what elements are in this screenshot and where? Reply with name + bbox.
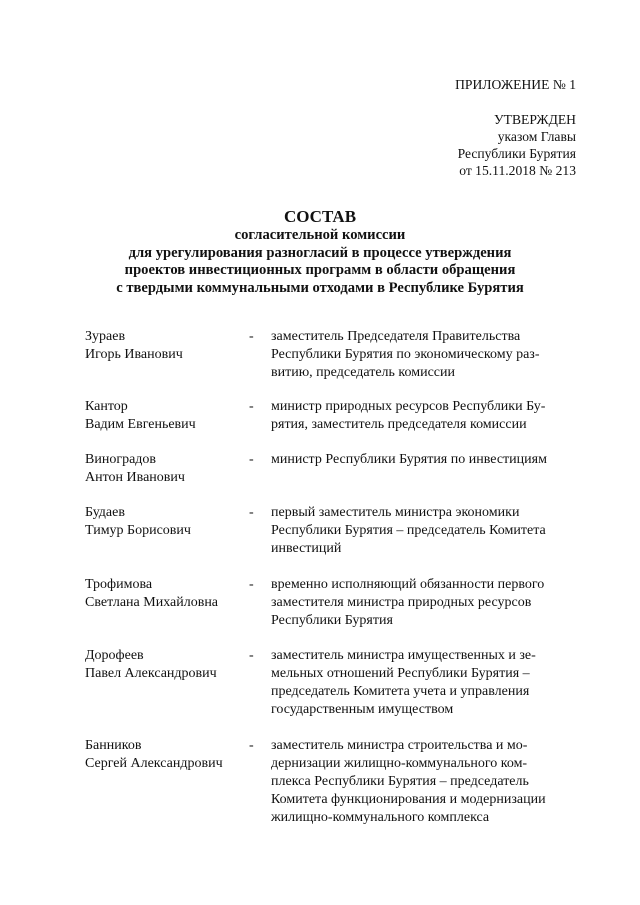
- dash-separator: -: [249, 738, 254, 753]
- role-line: Республики Бурятия по экономическому раз-: [271, 347, 540, 362]
- dash-separator: -: [249, 648, 254, 663]
- role-line: заместителя министра природных ресурсов: [271, 595, 532, 610]
- member-surname: Зураев: [85, 329, 126, 344]
- member-entry: [85, 504, 577, 576]
- member-entry: [85, 398, 577, 451]
- member-entry: [85, 576, 577, 647]
- member-name: [85, 647, 255, 683]
- title-line: согласительной комиссии: [234, 227, 406, 243]
- role-line: первый заместитель министра экономики: [271, 505, 520, 520]
- document-title: [64, 206, 576, 297]
- role-line: мельных отношений Республики Бурятия –: [271, 666, 530, 681]
- role-line: Республики Бурятия: [271, 613, 393, 628]
- member-entry: [85, 451, 577, 504]
- member-given-name: Павел Александрович: [85, 666, 217, 681]
- dash-separator: -: [249, 329, 254, 344]
- decree-label: указом Главы: [497, 129, 576, 144]
- member-surname: Виноградов: [85, 452, 157, 467]
- approved-label: УТВЕРЖДЕН: [494, 112, 576, 127]
- member-given-name: Антон Иванович: [85, 470, 185, 485]
- role-line: заместитель министра строительства и мо-: [271, 738, 528, 753]
- approval-stamp: [458, 111, 576, 179]
- member-given-name: Вадим Евгеньевич: [85, 417, 196, 432]
- member-given-name: Игорь Иванович: [85, 347, 183, 362]
- member-role: [271, 451, 577, 469]
- member-surname: Кантор: [85, 399, 128, 414]
- member-role: [271, 328, 577, 382]
- dash-separator: -: [249, 399, 254, 414]
- role-line: государственным имуществом: [271, 702, 454, 717]
- title-main: СОСТАВ: [283, 207, 357, 226]
- role-line: министр Республики Бурятия по инвестициям: [271, 452, 547, 467]
- member-role: [271, 398, 577, 434]
- title-line: проектов инвестиционных программ в области обращения: [124, 262, 516, 278]
- member-role: [271, 576, 577, 630]
- member-role: [271, 504, 577, 558]
- member-name: [85, 504, 255, 540]
- member-entry: [85, 737, 577, 832]
- member-name: [85, 451, 255, 487]
- role-line: Комитета функционирования и модернизации: [271, 792, 546, 807]
- member-name: [85, 398, 255, 434]
- member-given-name: Тимур Борисович: [85, 523, 191, 538]
- member-surname: Банников: [85, 738, 142, 753]
- role-line: заместитель Председателя Правительства: [271, 329, 521, 344]
- role-line: плекса Республики Бурятия – председатель: [271, 774, 529, 789]
- decree-date-number: от 15.11.2018 № 213: [459, 163, 576, 178]
- role-line: витию, председатель комиссии: [271, 365, 455, 380]
- role-line: временно исполняющий обязанности первого: [271, 577, 545, 592]
- appendix-label: [455, 76, 576, 93]
- member-surname: Трофимова: [85, 577, 153, 592]
- member-entry: [85, 647, 577, 737]
- member-given-name: Светлана Михайловна: [85, 595, 219, 610]
- member-entry: [85, 328, 577, 398]
- appendix-number: ПРИЛОЖЕНИЕ № 1: [455, 77, 576, 92]
- dash-separator: -: [249, 577, 254, 592]
- role-line: жилищно-коммунального комплекса: [271, 810, 490, 825]
- member-role: [271, 647, 577, 719]
- member-surname: Будаев: [85, 505, 125, 520]
- member-name: [85, 328, 255, 364]
- dash-separator: -: [249, 452, 254, 467]
- commission-members-list: [85, 328, 577, 832]
- republic-label: Республики Бурятия: [457, 146, 576, 161]
- role-line: заместитель министра имущественных и зе-: [271, 648, 536, 663]
- member-name: [85, 576, 255, 612]
- member-name: [85, 737, 255, 773]
- member-given-name: Сергей Александрович: [85, 756, 223, 771]
- title-line: с твердыми коммунальными отходами в Республике Бурятия: [116, 279, 524, 296]
- role-line: дернизации жилищно-коммунального ком-: [271, 756, 528, 771]
- title-line: для урегулирования разногласий в процессе утверждения: [128, 244, 512, 261]
- role-line: рятия, заместитель председателя комиссии: [271, 417, 527, 432]
- member-role: [271, 737, 577, 827]
- role-line: председатель Комитета учета и управления: [271, 684, 530, 699]
- member-surname: Дорофеев: [85, 648, 144, 663]
- role-line: министр природных ресурсов Республики Бу-: [271, 399, 546, 414]
- role-line: инвестиций: [271, 541, 342, 556]
- dash-separator: -: [249, 505, 254, 520]
- role-line: Республики Бурятия – председатель Комитета: [271, 523, 546, 538]
